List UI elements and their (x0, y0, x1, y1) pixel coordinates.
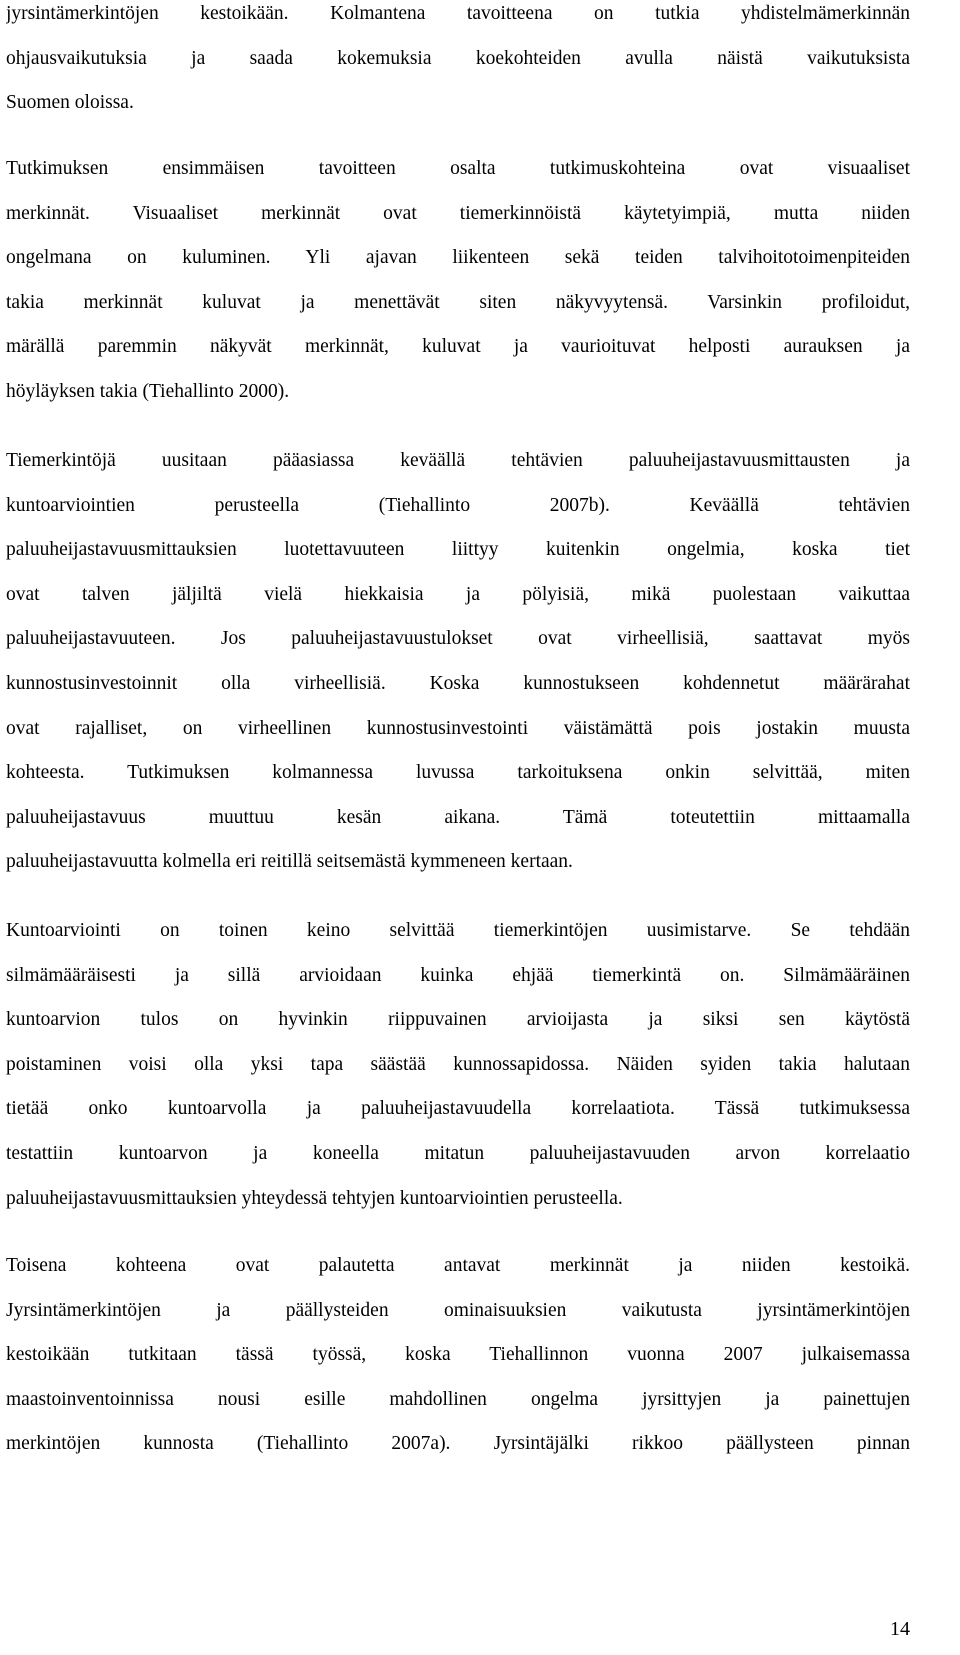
text-line: maastoinventoinnissa nousi esille mahdollinen ongelma jyrsittyjen ja painettujen (6, 1388, 910, 1410)
paragraph-3 (6, 447, 910, 893)
text-line: kuntoarviointien perusteella (Tiehallinto 2007b). Keväällä tehtävien (6, 494, 910, 516)
paragraph-4 (6, 917, 910, 1229)
text-line: Toisena kohteena ovat palautetta antavat merkinnät ja niiden kestoikä. (6, 1255, 910, 1276)
page-number: 14 (890, 1618, 910, 1640)
text-line: paluuheijastavuusmittauksien yhteydessä tehtyjen kuntoarviointien perusteella. (6, 1187, 623, 1209)
paragraph-2 (6, 155, 910, 423)
paragraph-1 (6, 0, 910, 134)
text-line: silmämääräisesti ja sillä arvioidaan kuinka ehjää tiemerkintä on. Silmämääräinen (6, 964, 910, 986)
text-line: paluuheijastavuusmittauksien luotettavuuteen liittyy kuitenkin ongelmia, koska tiet (6, 539, 910, 561)
text-line: ohjausvaikutuksia ja saada kokemuksia koekohteiden avulla näistä vaikutuksista (6, 47, 910, 69)
text-line: Kuntoarviointi on toinen keino selvittää tiemerkintöjen uusimistarve. Se tehdään (6, 920, 910, 941)
text-line: kestoikään tutkitaan tässä työssä, koska Tiehallinnon vuonna 2007 julkaisemassa (6, 1344, 910, 1366)
text-line: takia merkinnät kuluvat ja menettävät siten näkyvyytensä. Varsinkin profiloidut, (6, 291, 910, 313)
text-line: ongelmana on kuluminen. Yli ajavan liikenteen sekä teiden talvihoitotoimenpiteiden (6, 247, 910, 269)
text-line: Tutkimuksen ensimmäisen tavoitteen osalta tutkimuskohteina ovat visuaaliset (6, 158, 910, 179)
text-line: testattiin kuntoarvon ja koneella mitatun paluuheijastavuuden arvon korrelaatio (6, 1142, 910, 1164)
text-line: merkintöjen kunnosta (Tiehallinto 2007a). Jyrsintäjälki rikkoo päällysteen pinnan (6, 1433, 910, 1455)
text-line: märällä paremmin näkyvät merkinnät, kuluvat ja vaurioituvat helposti aurauksen ja (6, 336, 910, 358)
text-line: jyrsintämerkintöjen kestoikään. Kolmantena tavoitteena on tutkia yhdistelmämerkinnän (6, 3, 910, 24)
paragraph-5 (6, 1252, 910, 1475)
text-line: paluuheijastavuutta kolmella eri reitillä seitsemästä kymmeneen kertaan. (6, 851, 573, 873)
text-line: paluuheijastavuuteen. Jos paluuheijastavuustulokset ovat virheellisiä, saattavat myös (6, 628, 910, 650)
text-line: ovat talven jäljiltä vielä hiekkaisia ja pölyisiä, mikä puolestaan vaikuttaa (6, 583, 910, 605)
text-line: Tiemerkintöjä uusitaan pääasiassa keväällä tehtävien paluuheijastavuusmittausten ja (6, 450, 910, 471)
text-line: Jyrsintämerkintöjen ja päällysteiden ominaisuuksien vaikutusta jyrsintämerkintöjen (6, 1299, 910, 1321)
text-line: kuntoarvion tulos on hyvinkin riippuvainen arvioijasta ja siksi sen käytöstä (6, 1009, 910, 1031)
text-line: merkinnät. Visuaaliset merkinnät ovat tiemerkinnöistä käytetyimpiä, mutta niiden (6, 202, 910, 224)
text-line: ovat rajalliset, on virheellinen kunnostusinvestointi väistämättä pois jostakin muusta (6, 717, 910, 739)
text-line: paluuheijastavuus muuttuu kesän aikana. Tämä toteutettiin mittaamalla (6, 806, 910, 828)
text-line: Suomen oloissa. (6, 92, 134, 114)
text-line: kunnostusinvestoinnit olla virheellisiä. Koska kunnostukseen kohdennetut määrärahat (6, 672, 910, 694)
text-line: poistaminen voisi olla yksi tapa säästää kunnossapidossa. Näiden syiden takia halutaan (6, 1053, 910, 1075)
text-line: höyläyksen takia (Tiehallinto 2000). (6, 380, 290, 402)
text-line: kohteesta. Tutkimuksen kolmannessa luvussa tarkoituksena onkin selvittää, miten (6, 762, 910, 784)
text-line: tietää onko kuntoarvolla ja paluuheijastavuudella korrelaatiota. Tässä tutkimuksessa (6, 1098, 910, 1120)
